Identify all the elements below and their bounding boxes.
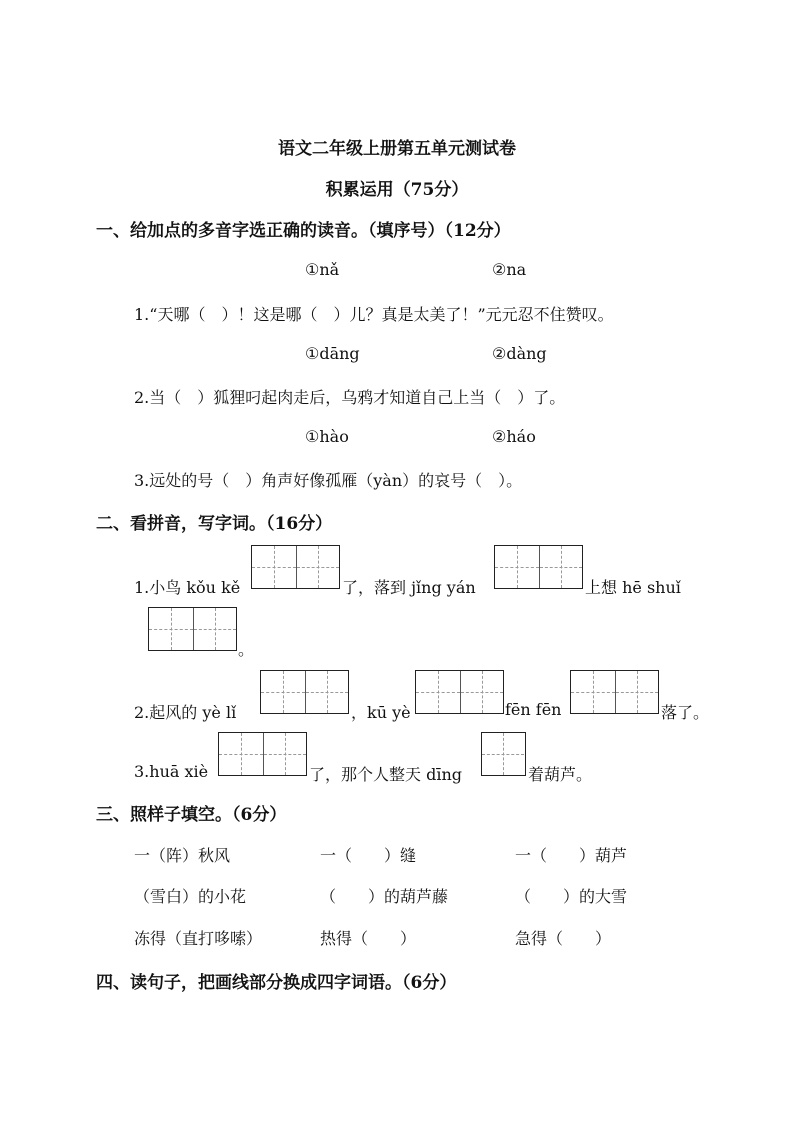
s3-row2-col2: （ ）的葫芦藤: [320, 887, 449, 906]
grid-cell[interactable]: [460, 671, 504, 713]
page-title: 语文二年级上册第五单元测试卷: [278, 139, 516, 159]
grid-cell[interactable]: [296, 546, 340, 588]
s3-row3-col1: 冻得（直打哆嗦）: [134, 929, 263, 948]
q2-option-1: ①dāng: [305, 344, 360, 363]
q1-text: 1.“天哪（ ）！这是哪（ ）儿？真是太美了！”元元忍不住赞叹。: [134, 305, 614, 324]
writing-grid-ye-li[interactable]: [260, 670, 349, 714]
q2-text: 2.当（ ）狐狸叼起肉走后，乌鸦才知道自己上当（ ）了。: [134, 388, 566, 407]
grid-cell[interactable]: [571, 671, 615, 713]
s2-q2-text-d: 落了。: [661, 703, 710, 722]
writing-grid-he-shui[interactable]: [148, 607, 237, 651]
grid-cell[interactable]: [263, 733, 307, 775]
grid-cell[interactable]: [482, 733, 524, 775]
s2-q1-text-b: 了，落到 jǐng yán: [342, 578, 476, 597]
writing-grid-kou-ke[interactable]: [251, 545, 340, 589]
writing-grid-jing-yan[interactable]: [494, 545, 583, 589]
s2-q3-text-c: 着葫芦。: [528, 765, 593, 784]
q1-option-1: ①nǎ: [305, 260, 340, 279]
grid-cell[interactable]: [495, 546, 539, 588]
s3-row3-col3: 急得（ ）: [515, 929, 612, 948]
q3-option-2: ②háo: [492, 427, 536, 446]
grid-cell[interactable]: [615, 671, 659, 713]
section1-heading: 一、给加点的多音字选正确的读音。（填序号）（12分）: [96, 221, 511, 241]
q1-option-2: ②na: [492, 260, 527, 279]
q3-text: 3.远处的号（ ）角声好像孤雁（yàn）的哀号（ ）。: [134, 471, 523, 490]
q3-option-1: ①hào: [305, 427, 349, 446]
s2-q3-text-b: 了，那个人整天 dīng: [309, 765, 462, 784]
page-subtitle: 积累运用（75分）: [325, 180, 469, 200]
s3-row3-col2: 热得（ ）: [320, 929, 417, 948]
writing-grid-hua-xie[interactable]: [218, 732, 307, 776]
writing-grid-ku-ye[interactable]: [415, 670, 504, 714]
grid-cell[interactable]: [261, 671, 305, 713]
grid-cell[interactable]: [149, 608, 193, 650]
s2-q2-text-b: ，kū yè: [351, 703, 411, 722]
grid-cell[interactable]: [305, 671, 349, 713]
s2-q2-text-c: fēn fēn: [505, 700, 562, 719]
q2-option-2: ②dàng: [492, 344, 547, 363]
s2-q3-text-a: 3.huā xiè: [134, 762, 209, 781]
writing-grid-fen-fen[interactable]: [570, 670, 659, 714]
grid-cell[interactable]: [219, 733, 263, 775]
s3-row2-col3: （ ）的大雪: [515, 887, 628, 906]
s3-row1-col1: 一（阵）秋风: [134, 846, 231, 865]
s2-q1-text-a: 1.小鸟 kǒu kě: [134, 578, 241, 597]
section4-heading: 四、读句子，把画线部分换成四字词语。（6分）: [96, 973, 457, 993]
grid-cell[interactable]: [193, 608, 237, 650]
section2-heading: 二、看拼音，写字词。（16分）: [96, 514, 333, 534]
grid-cell[interactable]: [416, 671, 460, 713]
s2-q1-text-c: 上想 hē shuǐ: [585, 578, 681, 597]
s2-q1-period: 。: [238, 640, 255, 659]
s3-row1-col3: 一（ ）葫芦: [515, 846, 628, 865]
grid-cell[interactable]: [539, 546, 583, 588]
s3-row1-col2: 一（ ）缝: [320, 846, 417, 865]
s2-q2-text-a: 2.起风的 yè lǐ: [134, 703, 237, 722]
s3-row2-col1: （雪白）的小花: [134, 887, 247, 906]
writing-grid-ding[interactable]: [481, 732, 526, 776]
section3-heading: 三、照样子填空。（6分）: [96, 805, 287, 825]
grid-cell[interactable]: [252, 546, 296, 588]
